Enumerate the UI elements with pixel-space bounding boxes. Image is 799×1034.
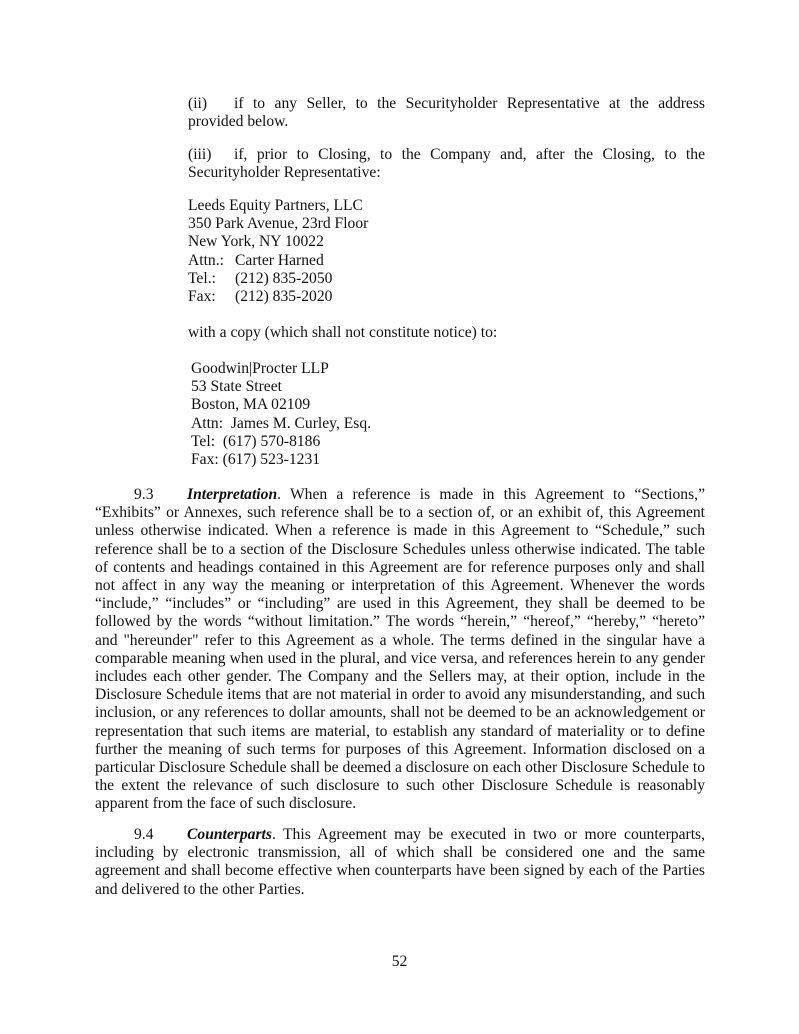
clause-iii-text: if, prior to Closing, to the Company and, after the Closing, to the Securityholder Representative: bbox=[188, 146, 705, 182]
copy-attn: Attn: James M. Curley, Esq. bbox=[191, 414, 372, 432]
section-9-3-body: . When a reference is made in this Agreement to “Sections,” “Exhibits” or Annexes, such reference shall be to a section of, or an exhibit of, this Agreement unless otherwise indicated. When a reference is made in this Agreement to “Schedule,” such reference shall be to a section of the Disclosure Schedules unless otherwise indicated. The table of contents and headings contained in this Agreement are for reference purposes only and shall not affect in any way the meaning or interpretation of this Agreement. Whenever the words “include,” “includes” or “including” are used in this Agreement, they shall be deemed to be followed by the words “without limitation.” The words “herein,” “hereof,” “hereby,” “hereto” and "hereunder" refer to this Agreement as a whole. The terms defined in the singular have a comparable meaning when used in the plural, and vice versa, and references herein to any gender includes each other gender. The Company and the Sellers may, at their option, include in the Disclosure Schedule items that are not material in order to avoid any misunderstanding, and such inclusion, or any references to dollar amounts, shall not be deemed to be an acknowledgement or representation that such items are material, to establish any standard of materiality or to define further the meaning of such terms for purposes of this Agreement. Information disclosed on a particular Disclosure Schedule shall be deemed a disclosure on each other Disclosure Schedule to the extent the relevance of such disclosure to such other Disclosure Schedule is reasonably apparent from the face of such disclosure. bbox=[95, 486, 705, 813]
page-number: 52 bbox=[391, 953, 408, 970]
copy-street: 53 State Street bbox=[191, 378, 282, 396]
copy-city: Boston, MA 02109 bbox=[191, 396, 311, 414]
copy-address bbox=[191, 360, 371, 469]
section-9-3-number: 9.3 bbox=[134, 486, 154, 503]
rep-fax-label: Fax: bbox=[188, 288, 216, 306]
rep-fax bbox=[188, 288, 368, 306]
copy-fax: Fax: (617) 523-1231 bbox=[191, 451, 321, 469]
section-9-4-title: Counterparts bbox=[187, 826, 272, 843]
section-9-4 bbox=[95, 826, 705, 899]
rep-attn bbox=[188, 252, 368, 270]
rep-city: New York, NY 10022 bbox=[188, 233, 324, 251]
rep-attn-value: Carter Harned bbox=[235, 251, 324, 269]
clause-ii-number: (ii) bbox=[188, 95, 208, 112]
rep-street: 350 Park Avenue, 23rd Floor bbox=[188, 215, 369, 233]
section-9-4-body: . This Agreement may be executed in two or more counterparts, including by electronic transmission, all of which shall be considered one and the same agreement and shall become effective when counterparts have been signed by each of the Parties and delivered to the other Parties. bbox=[95, 826, 705, 898]
copy-note: with a copy (which shall not constitute notice) to: bbox=[188, 324, 498, 341]
copy-name: Goodwin|Procter LLP bbox=[191, 360, 329, 377]
clause-ii-text: if to any Seller, to the Securityholder Representative at the address provided below. bbox=[188, 95, 705, 131]
rep-fax-value: (212) 835-2020 bbox=[235, 288, 333, 306]
section-9-3-title: Interpretation bbox=[187, 486, 278, 503]
clause-iii-number: (iii) bbox=[188, 146, 212, 163]
rep-tel-label: Tel.: bbox=[188, 269, 216, 287]
representative-address bbox=[188, 197, 368, 306]
rep-tel-value: (212) 835-2050 bbox=[235, 269, 333, 287]
rep-name: Leeds Equity Partners, LLC bbox=[188, 197, 363, 214]
clause-iii bbox=[188, 146, 705, 182]
rep-tel bbox=[188, 270, 368, 288]
copy-tel: Tel: (617) 570-8186 bbox=[191, 432, 321, 450]
clause-ii bbox=[188, 95, 705, 131]
section-9-4-number: 9.4 bbox=[134, 826, 154, 843]
rep-attn-label: Attn.: bbox=[188, 251, 224, 269]
section-9-3 bbox=[95, 486, 705, 814]
